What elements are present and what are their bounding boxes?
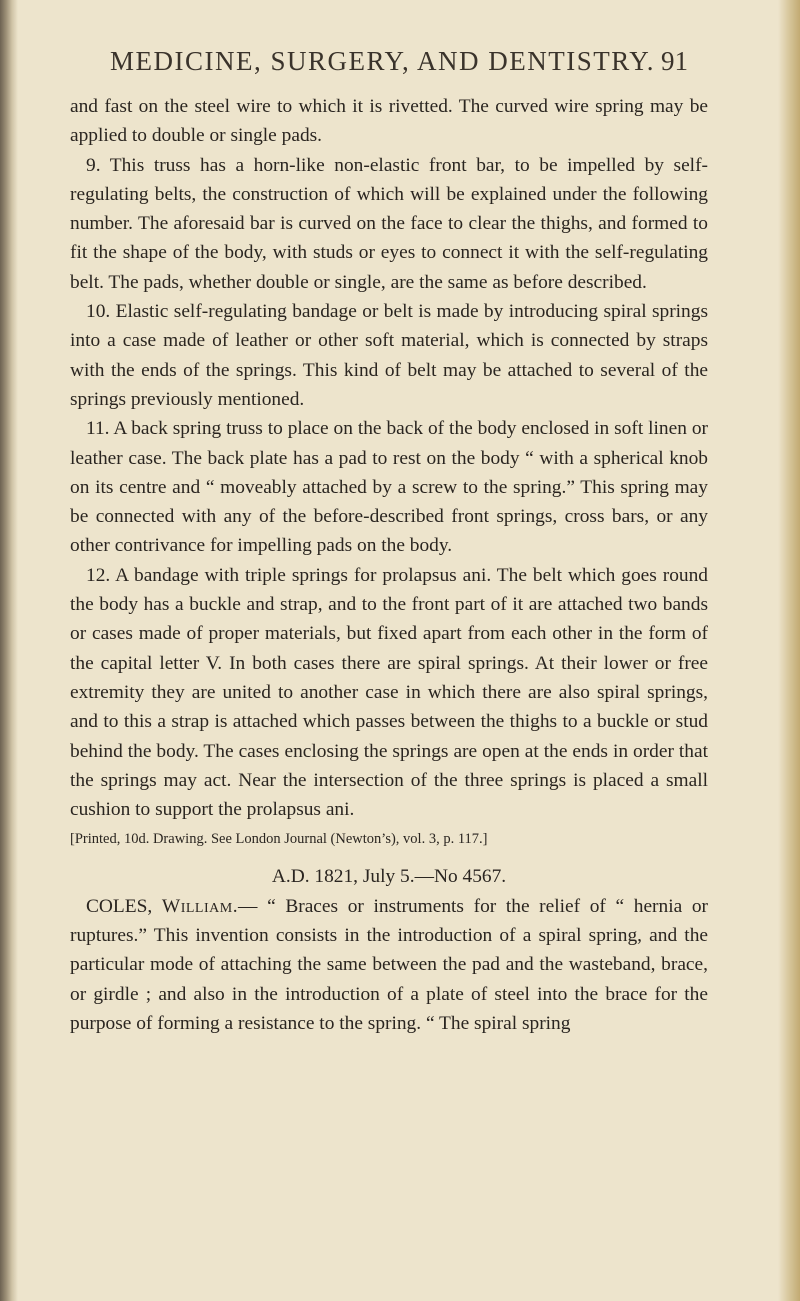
entry-text: — “ Braces or instruments for the relief of “ hernia or ruptures.” This invention consists in the introduction of a spiral spring, and the particular mode of attaching the same between the pad and the wasteband, brace, or girdle ; and also in the introduction of a plate of steel into the brace for the purpose of forming a resistance to the spring. “ The spiral spring: [70, 895, 708, 1034]
paragraph-11: 11. A back spring truss to place on the back of the body enclosed in soft linen or leather case. The back plate has a pad to rest on the body “ with a spherical knob on its centre and “ moveably attached by a screw to the spring.” This spring may be connected with any of the before-described front springs, cross bars, or any other contrivance for impelling pads on the body.: [70, 418, 708, 557]
body-text: [70, 92, 708, 1038]
paragraph-continued: and fast on the steel wire to which it is rivetted. The curved wire spring may be applied to double or single pads.: [70, 96, 708, 147]
paragraph-9: 9. This truss has a horn-like non-elastic front bar, to be impelled by self-regulating belts, the construction of which will be explained under the following number. The aforesaid bar is curved on the face to clear the thighs, and formed to fit the shape of the body, with studs or eyes to connect it with the self-regulating belt. The pads, whether double or single, are the same as before described.: [70, 154, 708, 293]
entry-paragraph: [70, 892, 708, 1038]
running-head-title: MEDICINE, SURGERY, AND DENTISTRY.: [110, 46, 656, 76]
paragraph-12: 12. A bandage with triple springs for prolapsus ani. The belt which goes round the body has a buckle and strap, and to the front part of it are attached two bands or cases made of proper materials, but fixed apart from each other in the form of the capital letter V. In both cases there are spiral springs. At their lower or free extremity they are united to another case in which there are also spiral springs, and to this a strap is attached which passes between the thighs to a buckle or stud behind the body. The cases enclosing the springs are open at the ends in order that the springs may act. Near the intersection of the three springs is placed a small cushion to support the prolapsus ani.: [70, 564, 708, 821]
entry-forename: William.: [161, 895, 239, 917]
running-head: [0, 46, 800, 82]
page-binding-shadow: [0, 0, 18, 1301]
page-edge: [778, 0, 800, 1301]
printed-reference: [Printed, 10d. Drawing. See London Journal (Newton’s), vol. 3, p. 117.]: [70, 831, 488, 848]
entry-surname: COLES,: [86, 895, 153, 917]
page-number: 91: [661, 46, 688, 76]
entry-heading: A.D. 1821, July 5.—No 4567.: [271, 866, 507, 888]
paragraph-10: 10. Elastic self-regulating bandage or belt is made by introducing spiral springs into a case made of leather or other soft material, which is connected by straps with the ends of the springs. This kind of belt may be attached to several of the springs previously mentioned.: [70, 301, 708, 410]
